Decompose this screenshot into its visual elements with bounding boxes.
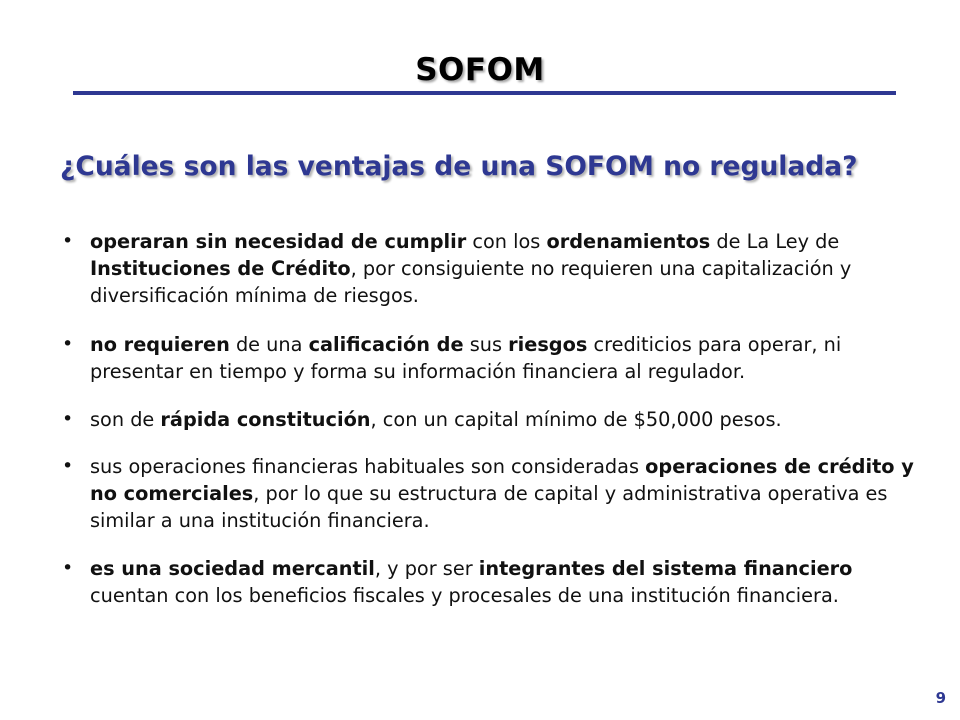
bullet-item-fast-constitution: [62, 406, 922, 433]
bullet-text-bold: no requieren: [90, 333, 230, 356]
bullet-item-no-rating: [62, 331, 922, 385]
bullet-text-regular: sus: [463, 333, 509, 356]
bullet-text-regular: , por consiguiente no requieren una capitalización y diversificación mínima de riesgos.: [90, 257, 852, 307]
advantages-bullet-list: [62, 228, 922, 609]
bullet-icon: •: [62, 230, 74, 252]
page-number: 9: [935, 689, 946, 707]
bullet-text-regular: cuentan con los beneficios fiscales y procesales de una institución financiera.: [90, 584, 839, 607]
bullet-text-regular: , y por ser: [374, 557, 479, 580]
bullet-text-bold: integrantes del sistema financiero: [478, 557, 853, 580]
bullet-text-bold: riesgos: [508, 333, 588, 356]
bullet-text-regular: crediticios para operar, ni presentar en tiempo y forma su información financiera al regulador.: [90, 333, 842, 383]
bullet-text-regular: , por lo que su estructura de capital y administrativa operativa es similar a una institución financiera.: [90, 482, 888, 532]
bullet-text-bold: operaciones de crédito y no comerciales: [90, 455, 914, 505]
bullet-text: [90, 333, 841, 383]
bullet-text-bold: es una sociedad mercantil: [90, 557, 375, 580]
bullet-text-regular: , con un capital mínimo de $50,000 pesos.: [370, 408, 782, 431]
bullet-icon: •: [62, 455, 74, 477]
title-underline-rule: [73, 91, 896, 95]
bullet-icon: •: [62, 333, 74, 355]
bullet-text-bold: rápida constitución: [160, 408, 371, 431]
bullet-item-credit-operations: [62, 453, 922, 534]
bullet-text-regular: con los: [466, 230, 547, 253]
bullet-text-bold: calificación de: [308, 333, 464, 356]
bullet-text: [90, 408, 782, 431]
bullet-item-mercantile-society: [62, 555, 922, 609]
bullet-text-bold: ordenamientos: [546, 230, 711, 253]
bullet-text-bold: operaran sin necesidad de cumplir: [90, 230, 467, 253]
bullet-text-regular: de La Ley de: [710, 230, 840, 253]
slide-title: SOFOM: [415, 52, 545, 88]
bullet-text: [90, 230, 851, 307]
bullet-text-regular: son de: [90, 408, 161, 431]
bullet-icon: •: [62, 408, 74, 430]
bullet-text: [90, 455, 914, 532]
bullet-text-bold: Instituciones de Crédito: [90, 257, 351, 280]
bullet-icon: •: [62, 557, 74, 579]
slide-subtitle: ¿Cuáles son las ventajas de una SOFOM no regulada?: [60, 151, 858, 182]
bullet-text: [90, 557, 852, 607]
bullet-text-regular: de una: [229, 333, 309, 356]
bullet-text-regular: sus operaciones financieras habituales son consideradas: [90, 455, 646, 478]
bullet-item-no-compliance: [62, 228, 922, 309]
